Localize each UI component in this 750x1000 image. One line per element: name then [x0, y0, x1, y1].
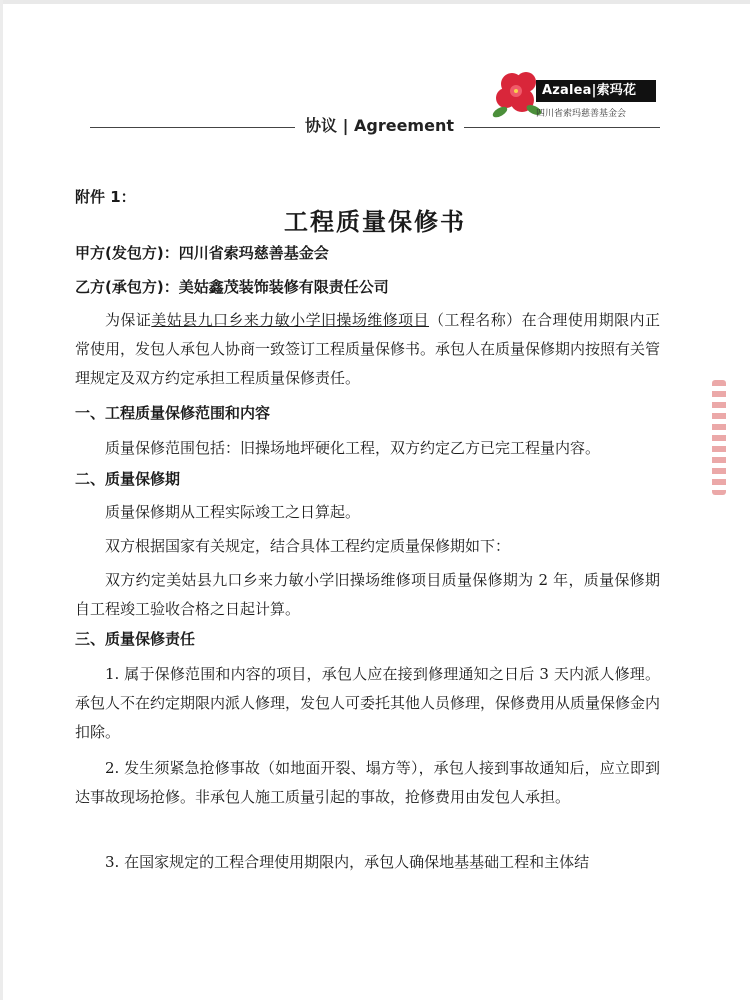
- section2-paragraph-1: 质量保修期从工程实际竣工之日算起。: [105, 503, 361, 521]
- intro-project-name: 美姑县九口乡来力敏小学旧操场维修项目: [151, 311, 429, 329]
- section1-title: 一、工程质量保修范围和内容: [75, 404, 271, 422]
- attachment-label: 附件 1：: [75, 188, 136, 206]
- intro-paragraph: [75, 306, 660, 393]
- section1-text: 质量保修范围包括：旧操场地坪硬化工程，双方约定乙方已完工程量内容。: [105, 439, 601, 457]
- section3-paragraph-2: 2. 发生须紧急抢修事故（如地面开裂、塌方等），承包人接到事故通知后，应立即到达事故现场抢修。非承包人施工质量引起的事故，抢修费用由发包人承担。: [75, 759, 660, 806]
- section2-paragraph-3: 双方约定美姑县九口乡来力敏小学旧操场维修项目质量保修期为 2 年，质量保修期自工程竣工验收合格之日起计算。: [75, 571, 660, 618]
- party-a: 甲方(发包方)：四川省索玛慈善基金会: [75, 244, 329, 262]
- seal-edge-mark: [712, 380, 726, 495]
- scan-edge-top: [0, 0, 750, 4]
- section2-paragraph-2: 双方根据国家有关规定，结合具体工程约定质量保修期如下：: [105, 537, 511, 555]
- logo-subtitle: 四川省索玛慈善基金会: [536, 109, 627, 119]
- intro-prefix: 为保证: [105, 311, 152, 329]
- section3-paragraph-1: 1. 属于保修范围和内容的项目，承包人应在接到修理通知之日后 3 天内派人修理。承包人不在约定期限内派人修理，发包人可委托其他人员修理，保修费用从质量保修金内扣除。: [75, 665, 661, 741]
- header-label: 协议 | Agreement: [295, 112, 464, 140]
- intro-rest: （工程名称）在合理使用期限内正常使用，发包人承包人协商一致签订工程质量保修书。承包人在质量保修期内按照有关管理规定及双方约定承担工程质量保修责任。: [75, 311, 661, 387]
- document-title: 工程质量保修书: [284, 208, 466, 236]
- foundation-logo: [490, 64, 670, 128]
- section3-title: 三、质量保修责任: [75, 630, 196, 648]
- party-b: 乙方(承包方)：美姑鑫茂装饰装修有限责任公司: [75, 278, 389, 296]
- section3-paragraph-3: 3. 在国家规定的工程合理使用期限内，承包人确保地基基础工程和主体结: [105, 853, 590, 871]
- scan-edge-left: [0, 0, 3, 1000]
- section2-title: 二、质量保修期: [75, 470, 181, 488]
- logo-brand-text: Azalea|索玛花: [536, 80, 656, 102]
